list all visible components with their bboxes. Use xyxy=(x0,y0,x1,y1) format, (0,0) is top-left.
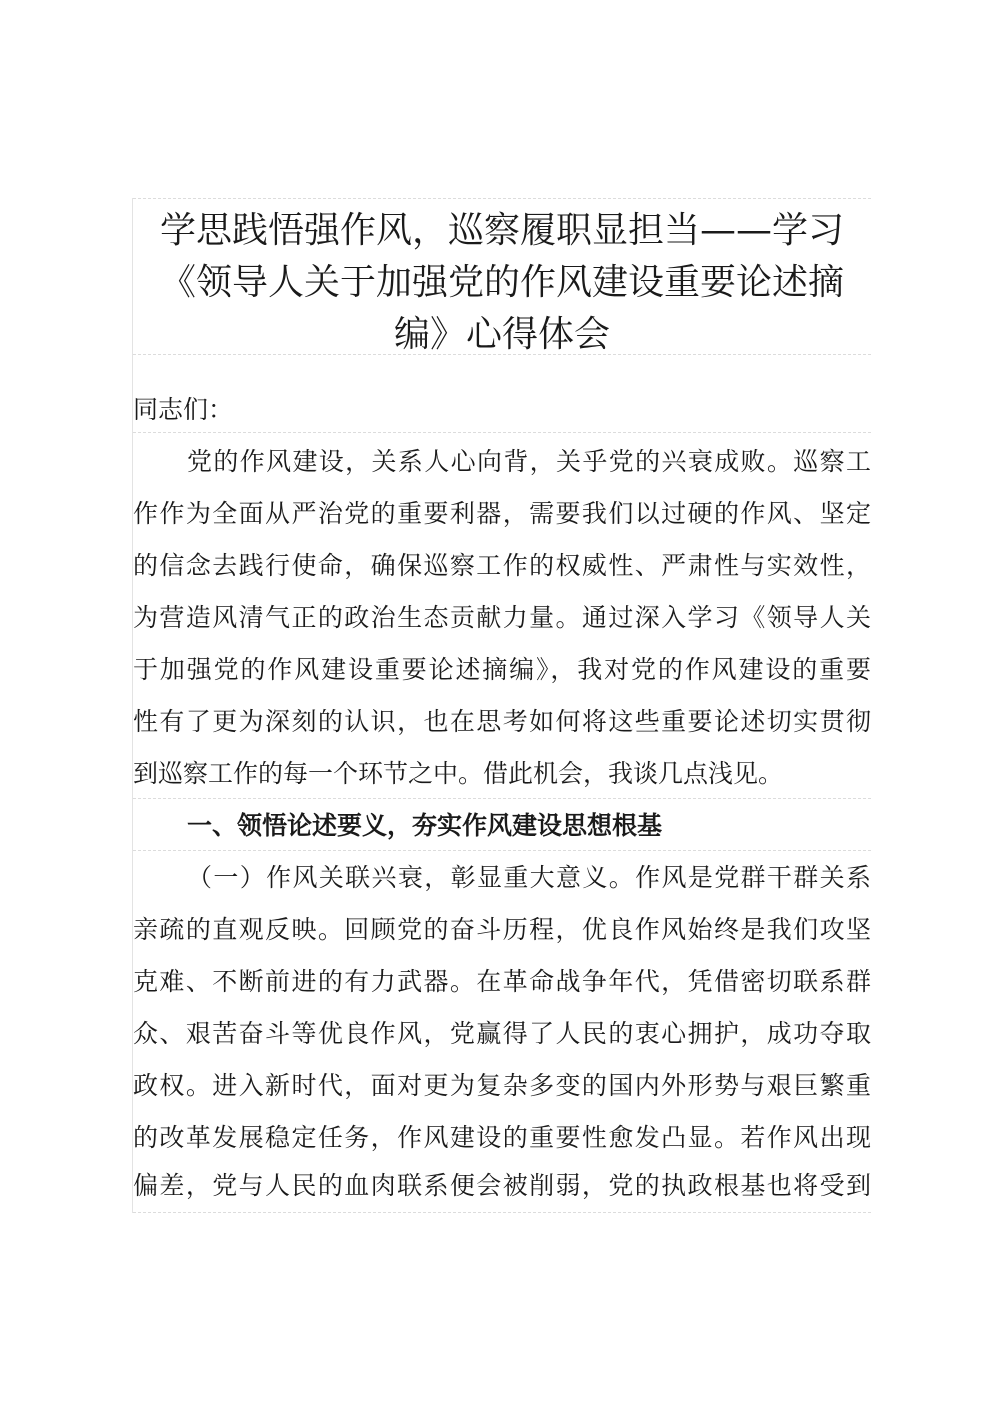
paragraph-1-line: 到巡察工作的每一个环节之中。借此机会，我谈几点浅见。 xyxy=(133,759,784,788)
document-title-line-1: 学思践悟强作风，巡察履职显担当——学习 xyxy=(159,210,844,251)
paragraph-1-line: 作作为全面从严治党的重要利器，需要我们以过硬的作风、坚定 xyxy=(133,499,871,528)
rule xyxy=(133,798,871,799)
paragraph-2-line: 众、艰苦奋斗等优良作风，党赢得了人民的衷心拥护，成功夺取 xyxy=(133,1019,871,1048)
paragraph-1-line: 性有了更为深刻的认识，也在思考如何将这些重要论述切实贯彻 xyxy=(133,707,871,736)
paragraph-1-line: 党的作风建设，关系人心向背，关乎党的兴衰成败。巡察工 xyxy=(187,447,871,476)
paragraph-2-line: 的改革发展稳定任务，作风建设的重要性愈发凸显。若作风出现 xyxy=(133,1123,871,1152)
paragraph-2-line: （一）作风关联兴衰，彰显重大意义。作风是党群干群关系 xyxy=(187,863,871,892)
section-heading: 一、领悟论述要义，夯实作风建设思想根基 xyxy=(187,811,663,840)
top-rule xyxy=(133,198,871,199)
paragraph-1-line: 于加强党的作风建设重要论述摘编》，我对党的作风建设的重要 xyxy=(133,655,871,684)
rule xyxy=(133,850,871,851)
rule xyxy=(133,354,871,355)
document-title-line-2: 《领导人关于加强党的作风建设重要论述摘 xyxy=(159,262,844,303)
document-title-line-3: 编》心得体会 xyxy=(393,314,610,355)
paragraph-1-line: 的信念去践行使命，确保巡察工作的权威性、严肃性与实效性， xyxy=(133,551,871,580)
paragraph-2-line: 克难、不断前进的有力武器。在革命战争年代，凭借密切联系群 xyxy=(133,967,871,996)
bottom-rule xyxy=(133,1212,871,1213)
document-page xyxy=(132,198,871,1213)
rule xyxy=(133,432,871,433)
paragraph-2-line: 政权。进入新时代，面对更为复杂多变的国内外形势与艰巨繁重 xyxy=(133,1071,871,1100)
greeting: 同志们： xyxy=(133,395,234,424)
paragraph-2-line: 亲疏的直观反映。回顾党的奋斗历程，优良作风始终是我们攻坚 xyxy=(133,915,871,944)
paragraph-1-line: 为营造风清气正的政治生态贡献力量。通过深入学习《领导人关 xyxy=(133,603,871,632)
paragraph-2-line: 偏差，党与人民的血肉联系便会被削弱，党的执政根基也将受到 xyxy=(133,1171,871,1200)
